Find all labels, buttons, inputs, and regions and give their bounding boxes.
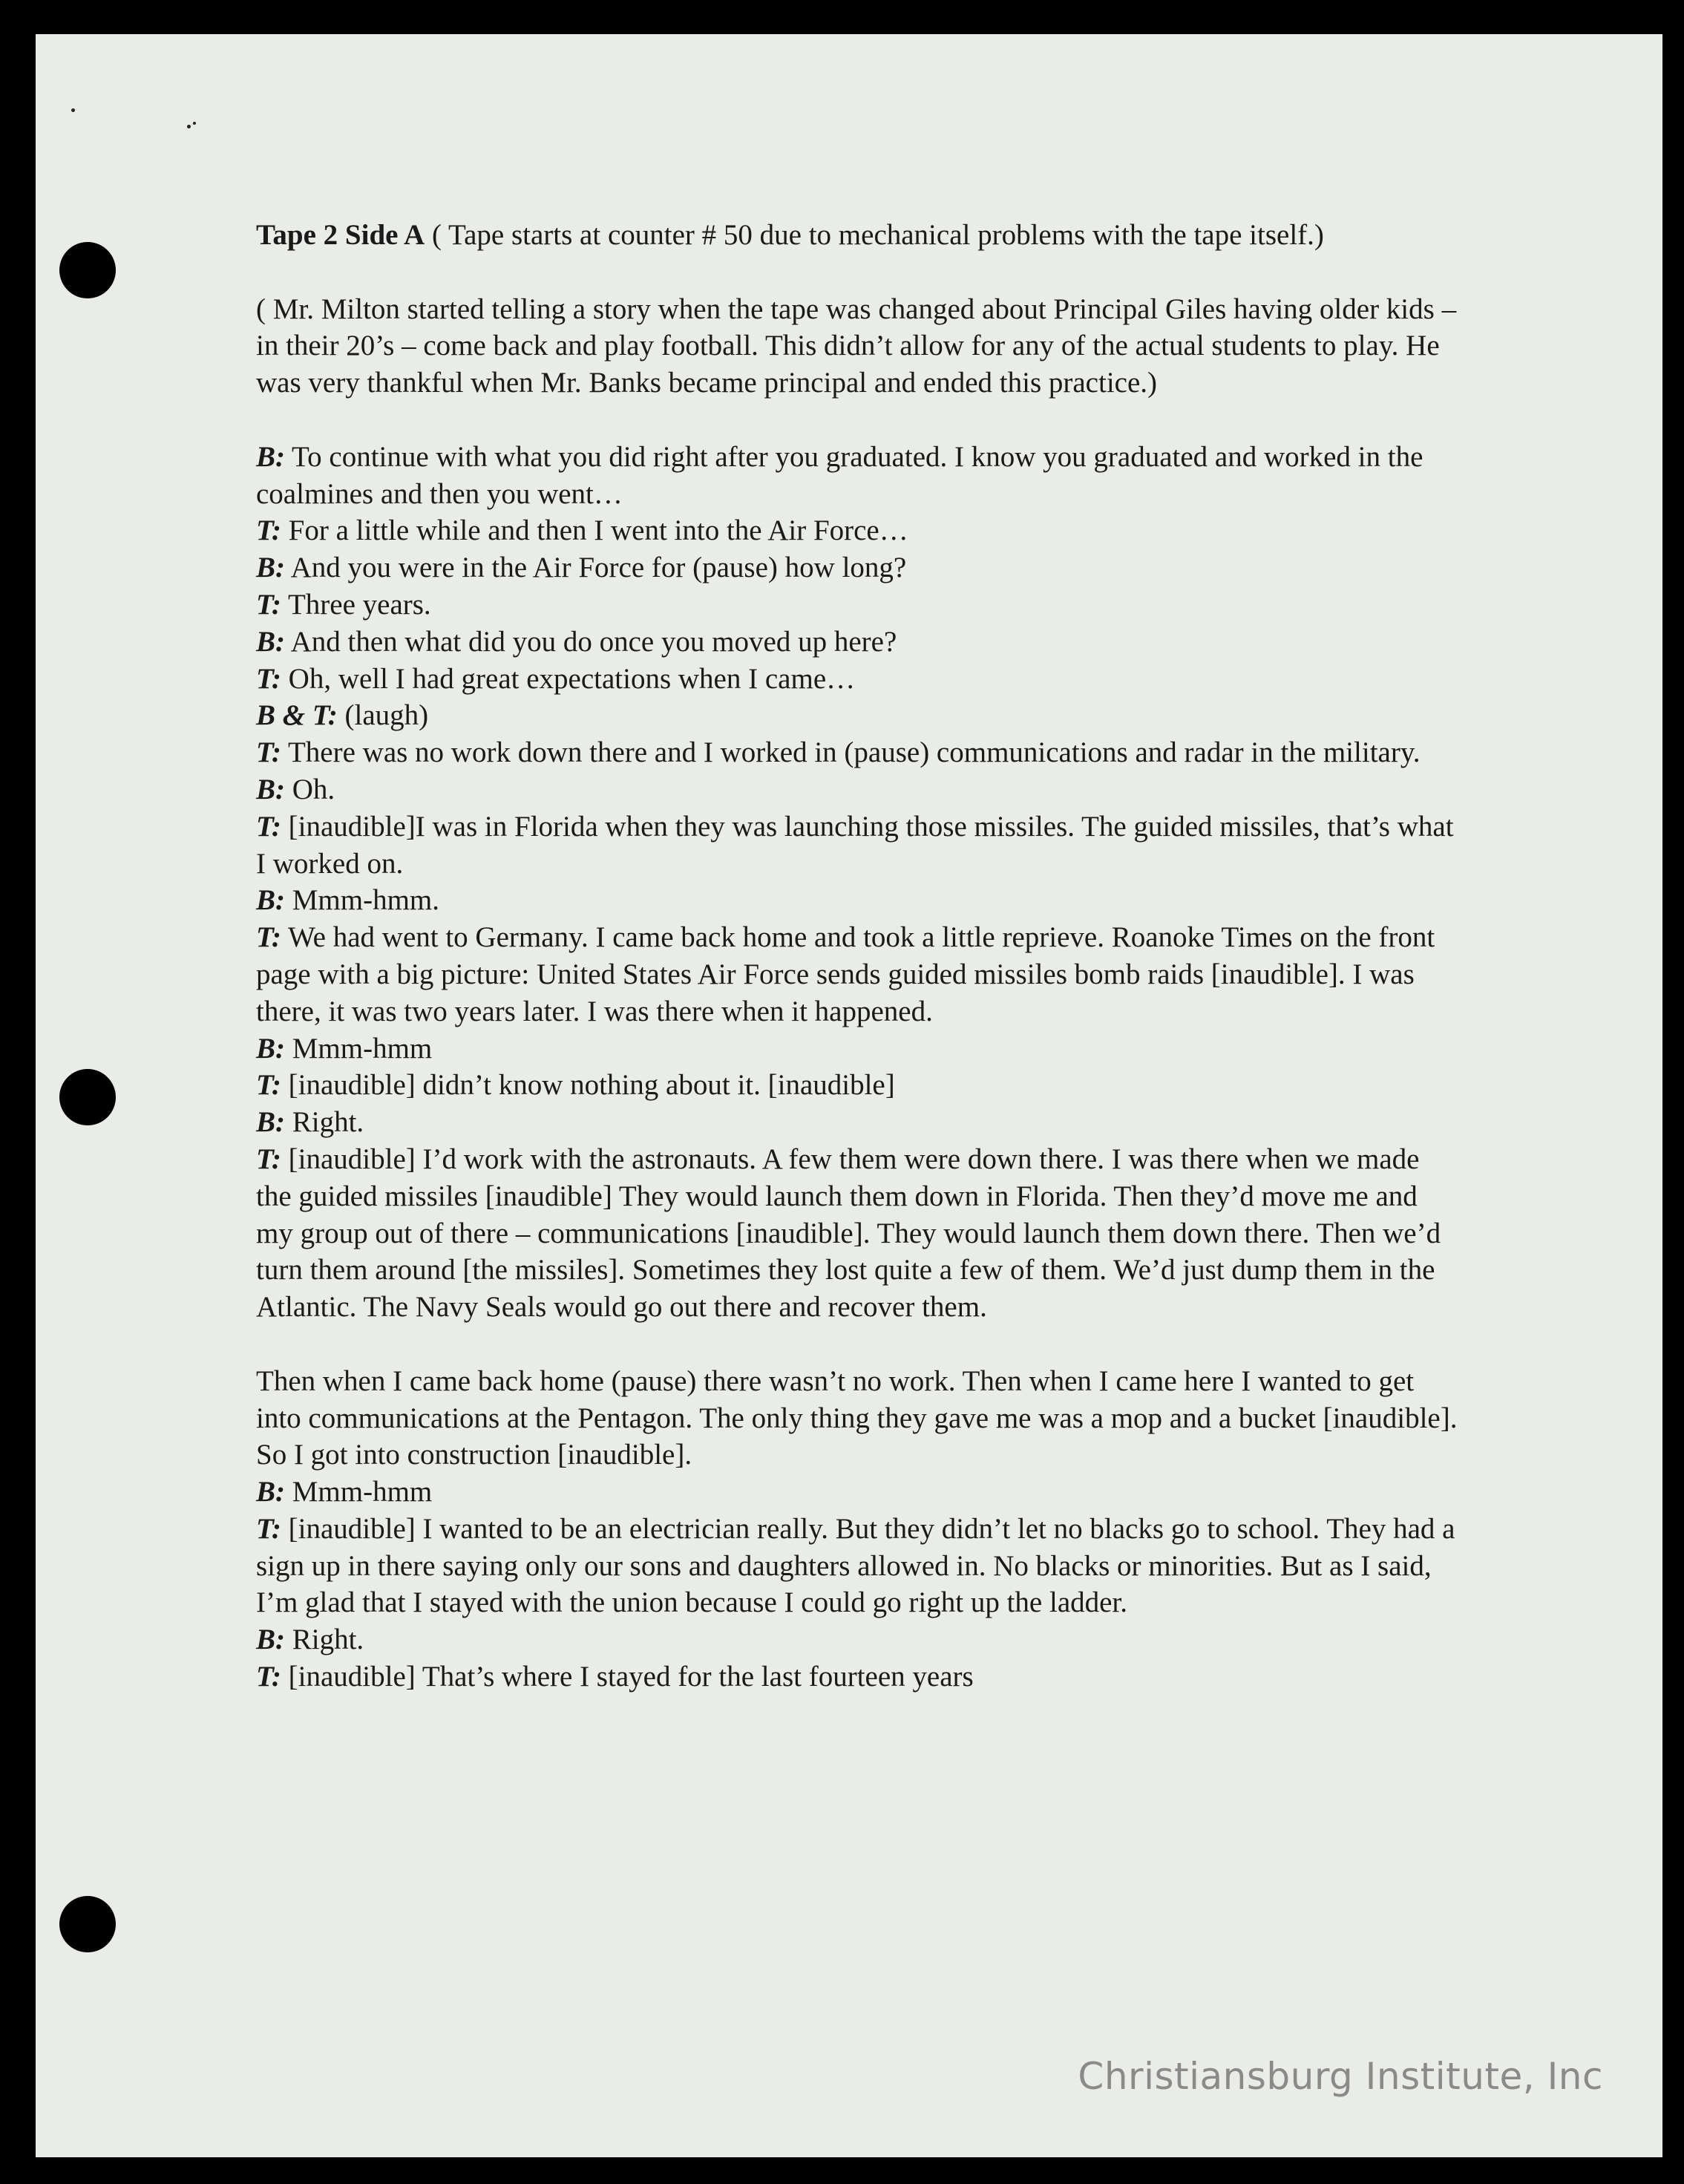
speech-text: To continue with what you did right after you graduated. I know you graduated and worked in the coalmines and then you went…: [256, 440, 1423, 510]
speaker-label: T:: [256, 736, 281, 769]
speech-text: Mmm-hmm: [292, 1476, 433, 1508]
speaker-label: B:: [256, 1476, 285, 1508]
speaker-label: B:: [256, 625, 285, 658]
dialogue-line: [256, 697, 1458, 734]
dialogue-line: [256, 624, 1458, 661]
transcript-body: [256, 217, 1458, 1696]
dialogue-line: [256, 661, 1458, 698]
speaker-label: B:: [256, 1032, 285, 1065]
dialogue-line: [256, 1141, 1458, 1326]
dialogue-line: [256, 1030, 1458, 1068]
speech-text: [inaudible] I’d work with the astronauts. A few them were down there. I was there when we made the guided missiles [inaudible] They would launch them down in Florida. Then they’d move me and my group out of there – communications [inaudible]. They would launch them down there. Then we’d turn them around [the missiles]. Sometimes they lost quite a few of them. We’d just dump them in the Atlantic. The Navy Seals would go out there and recover them.: [256, 1142, 1441, 1324]
dialogue-line: [256, 771, 1458, 808]
speaker-label: T:: [256, 921, 281, 954]
speaker-label: B & T:: [256, 699, 338, 732]
speech-text: [inaudible] That’s where I stayed for the last fourteen years: [288, 1661, 974, 1693]
speaker-label: T:: [256, 1069, 281, 1102]
dialogue-line: [256, 1067, 1458, 1104]
tape-label: Tape 2 Side A: [256, 219, 425, 251]
dialogue-line: [256, 549, 1458, 586]
speech-text: [inaudible] I wanted to be an electrician really. But they didn’t let no blacks go to school. They had a sign up in there saying only our sons and daughters allowed in. No blacks or minorities. But as I said, I’m glad that I stayed with the union because I could go right up the ladder.: [256, 1512, 1455, 1619]
speaker-label: T:: [256, 1661, 281, 1693]
paper-speck: [193, 122, 196, 125]
dialogue-line: [256, 439, 1458, 513]
speech-text: And you were in the Air Force for (pause) how long?: [290, 552, 907, 584]
dialogue-line: [256, 1621, 1458, 1658]
dialogue-line: [256, 919, 1458, 1030]
speaker-label: B:: [256, 1624, 285, 1656]
paper-speck: [187, 125, 191, 128]
speaker-label: T:: [256, 514, 281, 547]
speaker-label: T:: [256, 588, 281, 621]
dialogue-line: [256, 1658, 1458, 1696]
paper-speck: [71, 108, 75, 112]
speech-text: [inaudible]I was in Florida when they was launching those missiles. The guided missiles, that’s what I worked on.: [256, 810, 1454, 880]
speech-text: Mmm-hmm.: [292, 884, 440, 917]
dialogue-block: [256, 1474, 1458, 1696]
tape-note: ( Tape starts at counter # 50 due to mechanical problems with the tape itself.): [425, 219, 1324, 251]
speaker-label: T:: [256, 1142, 281, 1175]
speech-text: Oh.: [292, 773, 335, 805]
speaker-label: T:: [256, 662, 281, 695]
watermark: Christiansburg Institute, Inc: [1078, 2055, 1603, 2098]
speaker-label: B:: [256, 552, 285, 584]
speaker-label: B:: [256, 1106, 285, 1139]
dialogue-line: [256, 808, 1458, 883]
dialogue-line: [256, 512, 1458, 549]
speech-text: Right.: [292, 1106, 364, 1139]
document-page: [36, 34, 1662, 2157]
speech-text: Mmm-hmm: [292, 1032, 433, 1065]
binder-hole-bottom: [59, 1896, 116, 1952]
intro-note: ( Mr. Milton started telling a story when the tape was changed about Principal Giles having older kids – in their 20’s – come back and play football. This didn’t allow for any of the actual students to play. He was very thankful when Mr. Banks became principal and ended this practice.): [256, 292, 1457, 399]
speech-text: Three years.: [287, 588, 431, 621]
speech-text: We had went to Germany. I came back home and took a little reprieve. Roanoke Times on the front page with a big picture: United States Air Force sends guided missiles bomb raids [inaudible]. I was there, it was two years later. I was there when it happened.: [256, 921, 1435, 1027]
binder-hole-top: [59, 242, 116, 298]
dialogue-line: [256, 1474, 1458, 1511]
dialogue-line: [256, 586, 1458, 624]
tape-header: [256, 217, 1458, 254]
speaker-label: T:: [256, 1512, 281, 1545]
speech-text: [inaudible] didn’t know nothing about it. [inaudible]: [288, 1069, 895, 1102]
speech-text: For a little while and then I went into the Air Force…: [288, 514, 908, 547]
binder-hole-middle: [59, 1069, 116, 1125]
speech-text: Right.: [292, 1624, 364, 1656]
dialogue-line: [256, 734, 1458, 771]
speech-text: And then what did you do once you moved up here?: [290, 625, 897, 658]
dialogue-line: [256, 1511, 1458, 1621]
speaker-label: T:: [256, 810, 281, 843]
speaker-label: B:: [256, 773, 285, 805]
continuation-paragraph: Then when I came back home (pause) there wasn’t no work. Then when I came here I wanted to get into communications at the Pentagon. The only thing they gave me was a mop and a bucket [inaudible]. So I got into construction [inaudible].: [256, 1364, 1458, 1471]
speaker-label: B:: [256, 884, 285, 917]
speech-text: (laugh): [344, 699, 429, 732]
dialogue-line: [256, 882, 1458, 919]
dialogue-block: [256, 439, 1458, 1326]
speech-text: Oh, well I had great expectations when I came…: [288, 662, 856, 695]
dialogue-line: [256, 1104, 1458, 1141]
speaker-label: B:: [256, 440, 285, 473]
speech-text: There was no work down there and I worked in (pause) communications and radar in the military.: [287, 736, 1421, 769]
